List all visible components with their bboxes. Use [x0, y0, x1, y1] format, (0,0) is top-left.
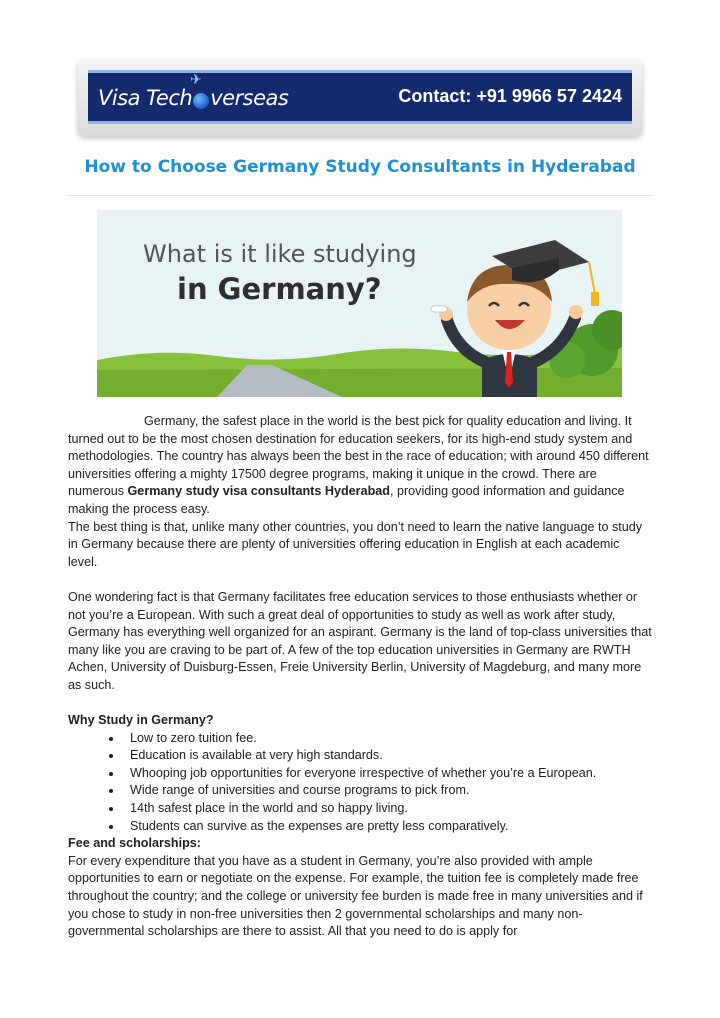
list-item: Education is available at very high standards.: [68, 747, 652, 765]
list-item: Students can survive as the expenses are pretty less comparatively.: [68, 818, 652, 836]
hero-heading-line-1: What is it like studying: [143, 240, 417, 268]
spacer: [68, 571, 652, 589]
globe-icon: [193, 93, 209, 109]
logo-text-visa-tech: Visa Tech: [98, 86, 193, 110]
logo-text-overseas: verseas: [210, 86, 289, 110]
airplane-icon: ✈: [190, 72, 202, 88]
list-item: 14th safest place in the world and so happy living.: [68, 800, 652, 818]
header-banner-inner: [88, 70, 632, 124]
brand-logo[interactable]: [98, 72, 289, 115]
title-divider: [68, 195, 652, 196]
page-title: How to Choose Germany Study Consultants in Hyderabad: [84, 157, 636, 177]
paragraph-language: The best thing is that, unlike many other countries, you don’t need to learn the native language to study in Germany because there are plenty of universities offering education in English at each academic level.: [68, 519, 643, 569]
list-item: Wide range of universities and course programs to pick from.: [68, 782, 652, 800]
fee-heading: Fee and scholarships:: [68, 836, 201, 851]
contact-phone[interactable]: Contact: +91 9966 57 2424: [398, 86, 622, 106]
keyword-link: Germany study visa consultants Hyderabad: [127, 484, 390, 499]
article-body: [68, 413, 652, 941]
paragraph-intro-text-1: Germany, the safest place in the world is the best pick for quality education and living. It turned out to be the most chosen destination for education seekers, for its high-end study system and methodologies. The country has always been the best in the race of education; with around 450 different universities offering a mighty 17500 degree programs, making it unique in the crowd. There are numerous: [68, 414, 649, 499]
paragraph-intro: [68, 413, 652, 519]
hero-heading-line-2: in Germany?: [177, 272, 382, 306]
list-item: Low to zero tuition fee.: [68, 730, 652, 748]
list-item: Whooping job opportunities for everyone irrespective of whether you’re a European.: [68, 765, 652, 783]
paragraph-free-education: One wondering fact is that Germany facilitates free education services to those enthusiasts whether or not you’re a European. With such a great deal of opportunities to study as well as work after study, Germany has everything well organized for an aspirant. Germany is the land of top-class universities that many like you are craving to be part of. A few of the top education universities in Germany are RWTH Achen, University of Duisburg-Essen, Freie University Berlin, University of Magdeburg, and many more as such.: [68, 589, 652, 692]
why-study-heading: Why Study in Germany?: [68, 713, 214, 728]
reasons-list: [68, 730, 652, 836]
paragraph-intro-text-2: , providing good information and guidance making the process easy.: [68, 484, 625, 516]
spacer: [68, 695, 652, 713]
hero-illustration: [97, 210, 622, 397]
paragraph-fees: For every expenditure that you have as a student in Germany, you’re also provided with ample opportunities to earn or negotiate on the expense. For example, the tuition fee is completely made free throughout the country; and the college or university fee burden is made free in many universities and if you chose to study in non-free universities then 2 governmental scholarships and many non-governmental scholarships are there to assist. All that you need to do is apply for: [68, 853, 643, 939]
header-banner: [78, 60, 642, 136]
